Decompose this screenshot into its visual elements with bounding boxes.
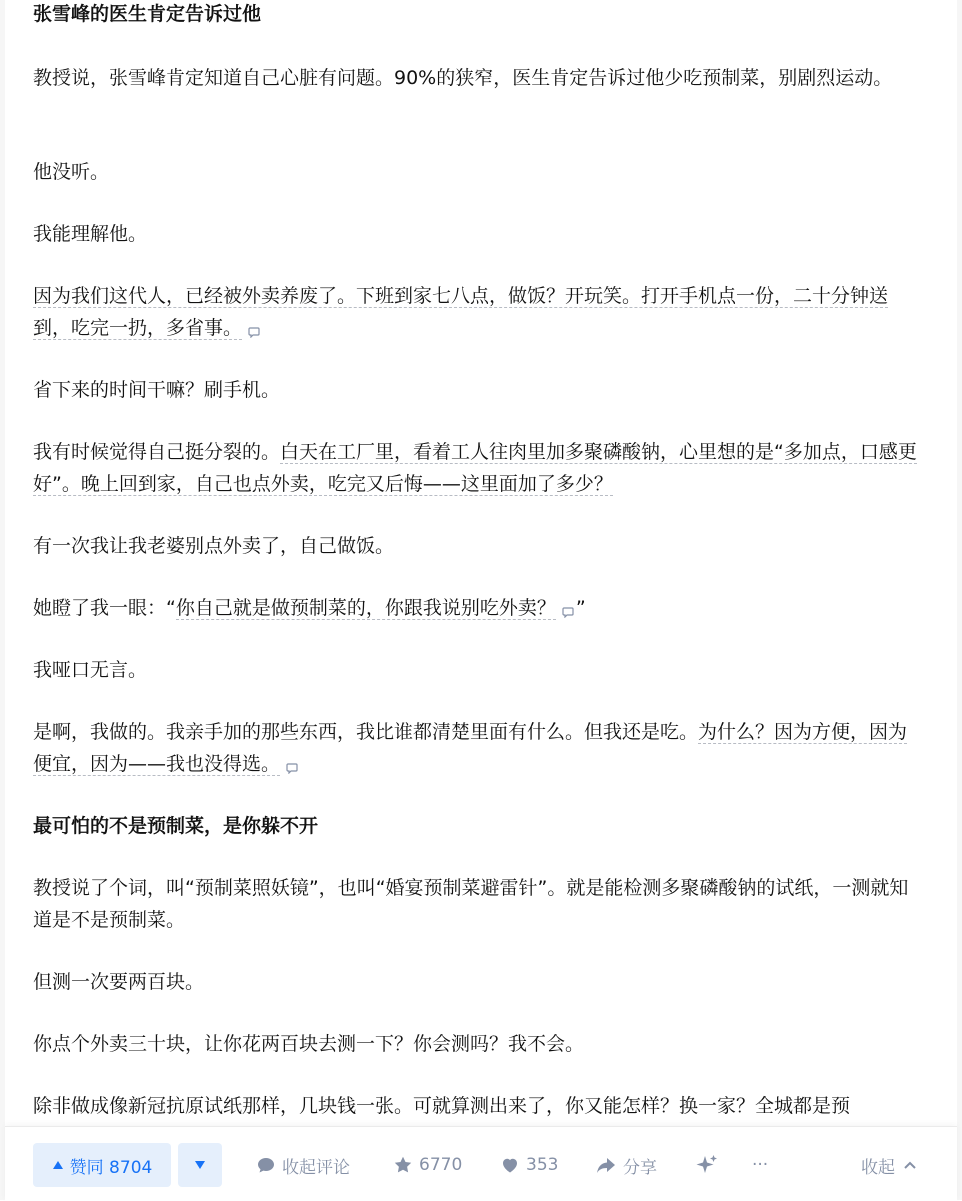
highlighted-text[interactable]: 为什么？因为方便，因为便宜，因为——我也没得选。 xyxy=(33,721,908,775)
highlighted-text[interactable]: 因为我们这代人，已经被外卖养废了。下班到家七八点，做饭？开玩笑。打开手机点一份，二十分钟送到，吃完一扔，多省事。 xyxy=(33,285,889,339)
like-count: 353 xyxy=(526,1155,559,1175)
comment-toggle-label: 收起评论 xyxy=(282,1157,350,1178)
upvote-button[interactable] xyxy=(33,1143,171,1187)
star-icon xyxy=(393,1155,413,1175)
paragraph-text: 她瞪了我一眼：“ xyxy=(33,597,176,619)
left-margin xyxy=(0,0,5,1200)
favorite-count: 6770 xyxy=(419,1155,463,1175)
paragraph xyxy=(33,716,922,780)
paragraph: 教授说，张雪峰肯定知道自己心脏有问题。90%的狭窄，医生肯定告诉过他少吃预制菜，别剧烈运动。 xyxy=(33,67,893,89)
collapse-answer-button[interactable] xyxy=(861,1153,917,1177)
share-button[interactable] xyxy=(595,1153,657,1177)
highlighted-text[interactable]: 你自己就是做预制菜的，你跟我说别吃外卖？ xyxy=(175,597,556,619)
paragraph: 你点个外卖三十块，让你花两百块去测一下？你会测吗？我不会。 xyxy=(33,1033,585,1055)
paragraph: 有一次我让我老婆别点外卖了，自己做饭。 xyxy=(33,535,395,557)
comment-bubble-icon[interactable] xyxy=(562,606,574,618)
paragraph xyxy=(33,592,922,624)
paragraph: 他没听。 xyxy=(33,161,110,183)
action-bar xyxy=(5,1126,957,1201)
sparkle-icon xyxy=(695,1153,719,1177)
paragraph: 除非做成像新冠抗原试纸那样，几块钱一张。可就算测出来了，你又能怎样？换一家？全城都是预 xyxy=(33,1095,851,1117)
paragraph: 我哑口无言。 xyxy=(33,659,148,681)
collapse-label: 收起 xyxy=(861,1157,895,1178)
paragraph-text: 我有时候觉得自己挺分裂的。 xyxy=(33,441,281,463)
section-heading: 最可怕的不是预制菜，是你躲不开 xyxy=(33,815,319,837)
share-label: 分享 xyxy=(623,1157,657,1178)
paragraph-text: ” xyxy=(575,597,586,619)
favorite-button[interactable] xyxy=(393,1153,462,1177)
upvote-label: 赞同 8704 xyxy=(69,1157,153,1178)
right-margin xyxy=(957,0,962,1200)
downvote-button[interactable] xyxy=(178,1143,222,1187)
chevron-up-icon xyxy=(903,1160,917,1170)
comment-bubble-icon[interactable] xyxy=(248,326,260,338)
more-options-button[interactable] xyxy=(752,1153,768,1177)
heart-icon xyxy=(500,1155,520,1175)
paragraph xyxy=(33,436,922,500)
triangle-down-icon xyxy=(194,1160,206,1170)
more-label: ··· xyxy=(752,1155,769,1175)
paragraph: 省下来的时间干嘛？刷手机。 xyxy=(33,379,281,401)
ai-assistant-button[interactable] xyxy=(695,1153,725,1177)
paragraph: 我能理解他。 xyxy=(33,223,148,245)
triangle-up-icon xyxy=(52,1160,64,1170)
highlighted-text[interactable]: 白天在工厂里，看着工人往肉里加多聚磷酸钠，心里想的是“多加点，口感更好”。晚上回到家，自己也点外卖，吃完又后悔——这里面加了多少？ xyxy=(33,441,917,495)
paragraph: 教授说了个词，叫“预制菜照妖镜”，也叫“婚宴预制菜避雷针”。就是能检测多聚磷酸钠的试纸，一测就知道是不是预制菜。 xyxy=(33,877,909,931)
comment-bubble-icon[interactable] xyxy=(286,762,298,774)
paragraph: 但测一次要两百块。 xyxy=(33,971,205,993)
share-arrow-icon xyxy=(595,1155,617,1175)
section-heading: 张雪峰的医生肯定告诉过他 xyxy=(33,3,262,25)
comment-icon xyxy=(256,1155,276,1175)
comment-toggle-button[interactable] xyxy=(256,1153,350,1177)
paragraph xyxy=(33,280,922,344)
answer-content xyxy=(33,0,922,1122)
like-button[interactable] xyxy=(500,1153,558,1177)
paragraph-text: 是啊，我做的。我亲手加的那些东西，我比谁都清楚里面有什么。但我还是吃。 xyxy=(33,721,699,743)
